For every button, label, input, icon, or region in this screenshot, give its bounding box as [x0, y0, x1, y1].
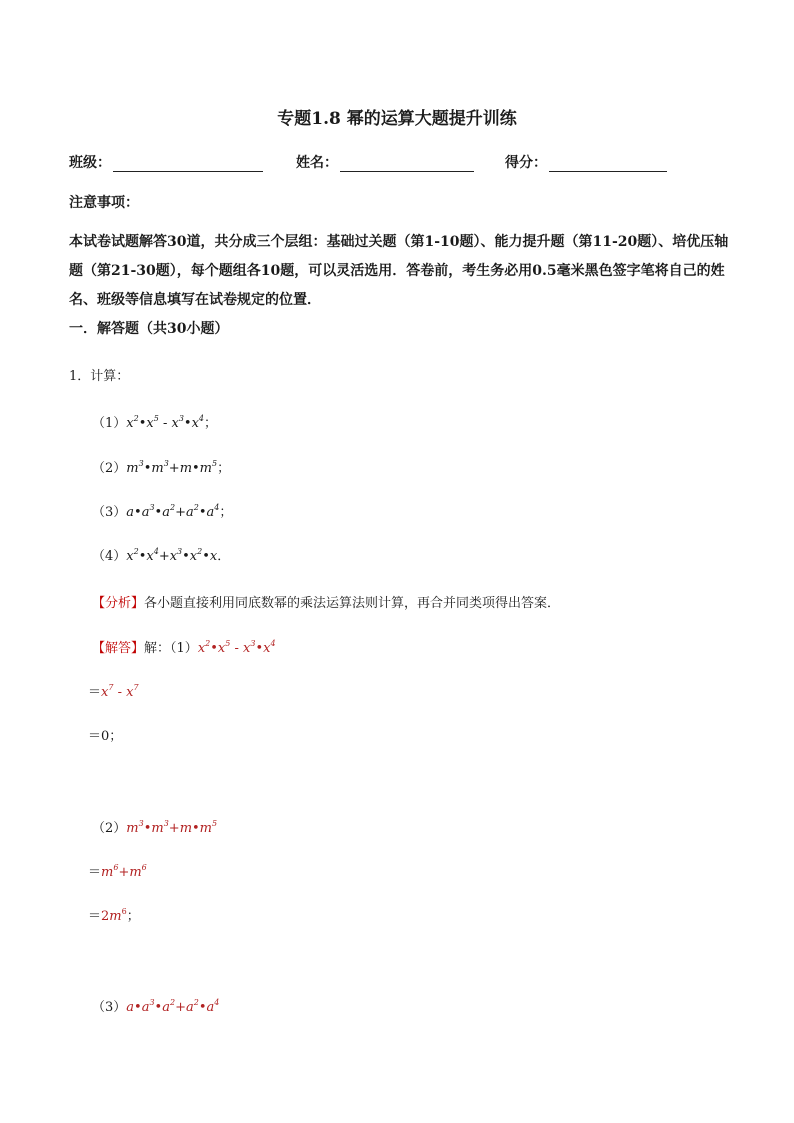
notes-heading: 注意事项：	[69, 195, 139, 211]
part-end: ；	[217, 461, 231, 476]
section-title: 一．解答题（共30小题）	[69, 321, 229, 337]
answer-label-2: （2）	[92, 821, 127, 836]
math-expression: $x^7 - x^7$	[101, 683, 139, 700]
math-expression: $m^3•m^3+m•m^5$	[126, 459, 218, 476]
answer-label-1: （1）	[170, 641, 198, 656]
solution-step: $=2m^6$；	[88, 907, 140, 924]
class-field	[69, 152, 263, 172]
class-blank	[113, 157, 263, 172]
question-number: 1．	[69, 369, 91, 384]
math-expression: $a•a^3•a^2+a^2•a^4$	[126, 503, 220, 520]
class-label: 班级：	[69, 155, 111, 171]
answer-line	[92, 637, 276, 656]
part-label: （2）	[92, 461, 127, 476]
question-part-4	[92, 545, 230, 564]
answer-part-2	[92, 817, 217, 836]
notes-body: 本试卷试题解答30道，共分成三个层组：基础过关题（第1-10题）、能力提升题（第11-20题）、培优压轴题（第21-30题），每个题组各10题，可以灵活选用．答卷前，考生务必用0.5毫米黑色签字笔将自己的姓名、班级等信息填写在试卷规定的位置．	[69, 234, 729, 308]
math-expression: $x^2•x^5$ - $x^3•x^4$	[197, 639, 276, 656]
solution-step: $=m^6+m^6$	[88, 863, 147, 880]
part-label: （3）	[92, 505, 127, 520]
name-blank	[340, 157, 474, 172]
answer-part-3	[92, 996, 219, 1015]
answer-label-3: （3）	[92, 1000, 127, 1015]
solution-step: $=x^7 - x^7$	[88, 683, 139, 700]
part-end: ．	[217, 549, 231, 564]
math-expression: $a•a^3•a^2+a^2•a^4$	[126, 998, 220, 1015]
page-title: 专题1.8 幂的运算大题提升训练	[277, 109, 517, 129]
analysis-tag: 【分析】	[92, 596, 145, 611]
name-field	[296, 152, 474, 172]
solution-step: ＝0；	[88, 729, 123, 744]
question-part-2	[92, 457, 230, 476]
part-label: （1）	[92, 416, 127, 431]
math-expression: $x^2•x^4+x^3•x^2•x$	[126, 547, 218, 564]
analysis-text: 各小题直接利用同底数幂的乘法运算法则计算，再合并同类项得出答案．	[144, 596, 561, 611]
question-part-3	[92, 501, 232, 520]
question-prompt: 计算：	[90, 369, 130, 384]
math-expression: $x^2•x^5$ - $x^3•x^4$	[126, 414, 204, 431]
question-1-header	[69, 365, 129, 384]
score-label: 得分：	[505, 155, 547, 171]
part-end: ；	[204, 416, 218, 431]
answer-intro: 解：	[144, 641, 171, 656]
part-label: （4）	[92, 549, 127, 564]
math-expression: $2m^6$	[101, 907, 127, 924]
part-end: ；	[219, 505, 233, 520]
name-label: 姓名：	[296, 155, 338, 171]
math-expression: $m^3•m^3+m•m^5$	[126, 819, 218, 836]
analysis-line	[92, 592, 560, 611]
math-expression: $m^6+m^6$	[101, 863, 147, 880]
answer-tag: 【解答】	[92, 641, 145, 656]
question-part-1	[92, 412, 217, 431]
score-blank	[549, 157, 667, 172]
score-field	[505, 152, 667, 172]
